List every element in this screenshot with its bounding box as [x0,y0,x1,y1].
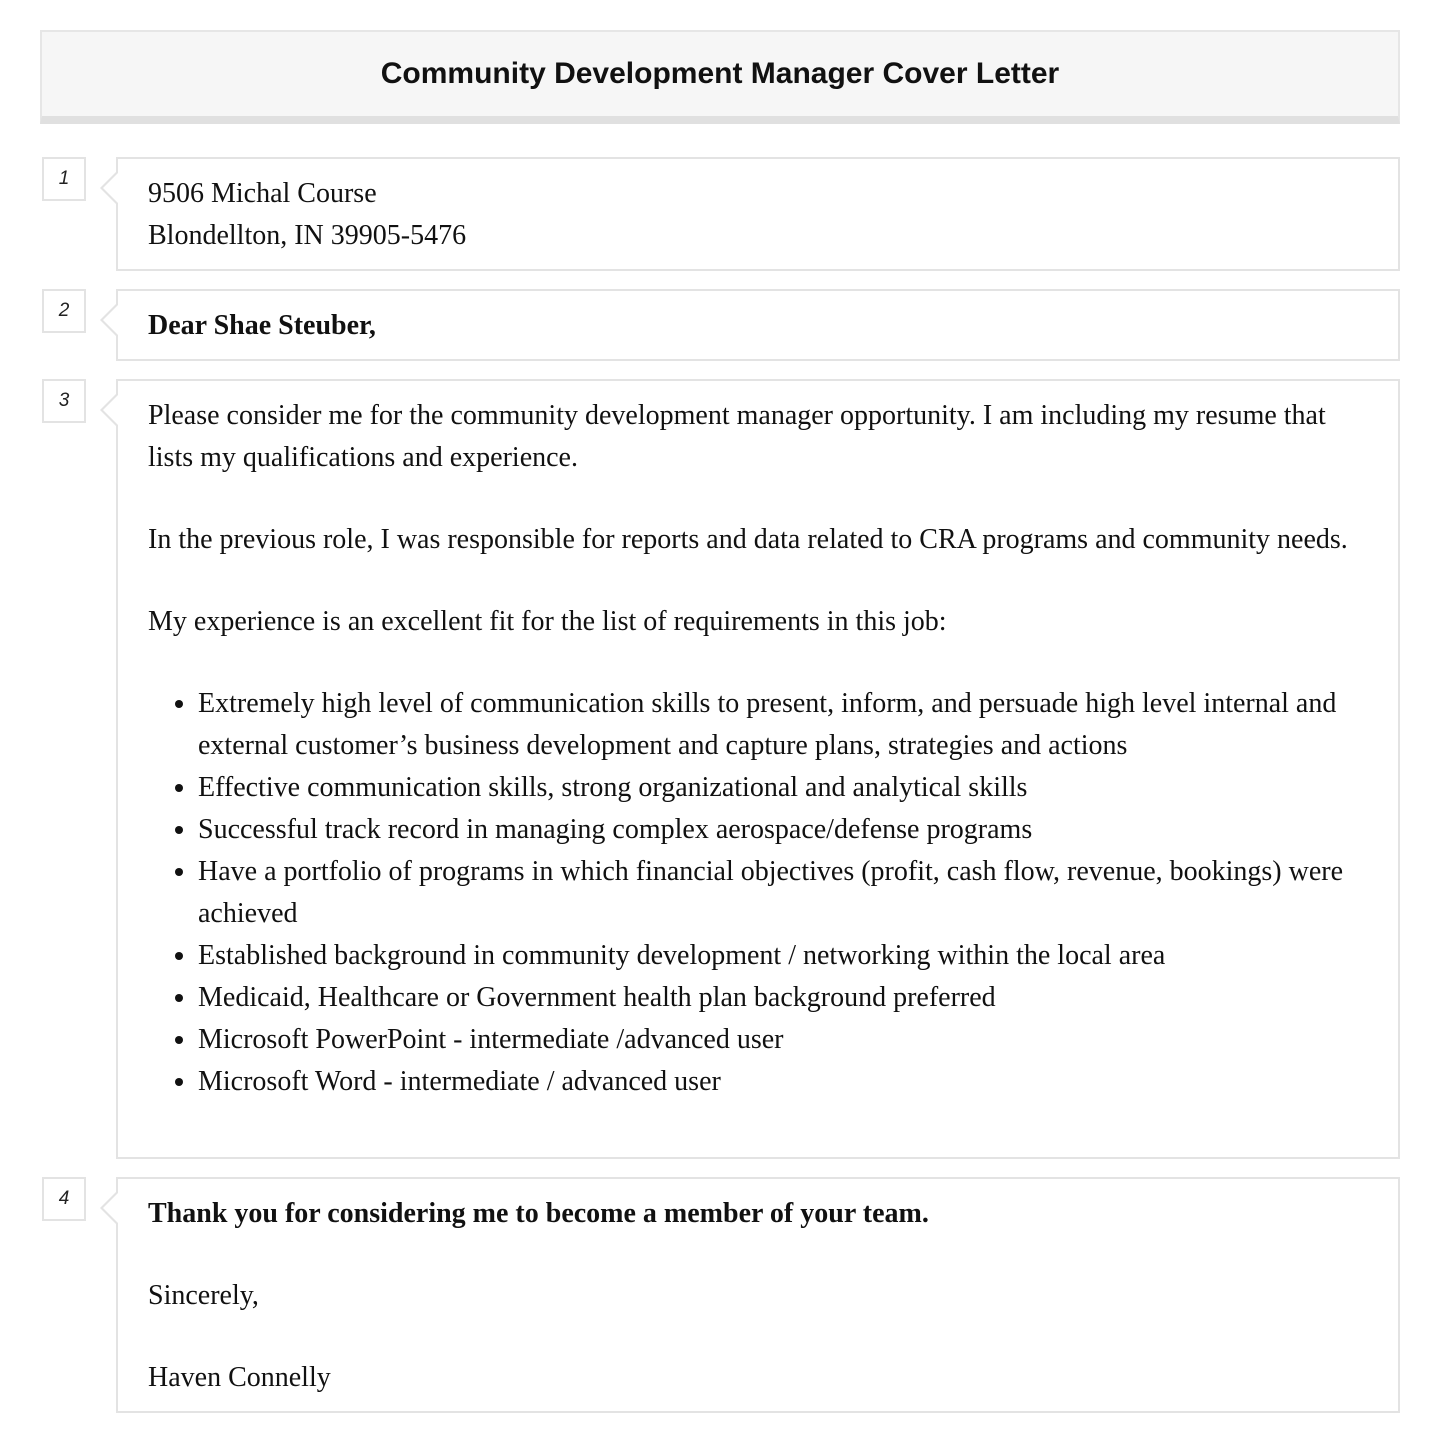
paragraph-gap [148,1235,1370,1275]
body-card [116,379,1400,1159]
fit-statement: My experience is an excellent fit for the list of requirements in this job: [148,606,947,637]
list-item: • Effective communication skills, strong organizational and analytical skills [198,767,1370,809]
thanks-statement: Thank you for considering me to become a member of your team. [148,1198,929,1229]
intro-paragraph: Please consider me for the community development manager opportunity. I am including my resume that lists my qualifications and experience. [148,400,1326,473]
paragraph-gap [148,643,1370,683]
document-title-bar [40,30,1400,124]
paragraph-gap [148,1317,1370,1357]
previous-role-paragraph: In the previous role, I was responsible for reports and data related to CRA programs and community needs. [148,524,1348,555]
list-item: • Medicaid, Healthcare or Government health plan background preferred [198,977,1370,1019]
address-line-1: 9506 Michal Course [148,178,377,209]
list-item: • Established background in community development / networking within the local area [198,935,1370,977]
address-card [116,157,1400,271]
section-number-1: 1 [42,157,86,201]
section-number-2: 2 [42,289,86,333]
address-line-2: Blondellton, IN 39905-5476 [148,220,467,251]
signature-name: Haven Connelly [148,1362,331,1393]
closing-card [116,1177,1400,1413]
salutation: Dear Shae Steuber, [148,310,376,341]
list-item: • Extremely high level of communication skills to present, inform, and persuade high level internal and external customer’s business development and capture plans, strategies and actions [198,683,1370,767]
list-item: • Successful track record in managing complex aerospace/defense programs [198,809,1370,851]
section-number-4: 4 [42,1177,86,1221]
list-item: • Have a portfolio of programs in which financial objectives (profit, cash flow, revenue, bookings) were achieved [198,851,1370,935]
list-item: • Microsoft Word - intermediate / advanced user [198,1061,1370,1103]
section-number-3: 3 [42,379,86,423]
requirements-list [148,683,1370,1103]
paragraph-gap [148,561,1370,601]
closing-phrase: Sincerely, [148,1280,259,1311]
salutation-card [116,289,1400,361]
paragraph-gap [148,479,1370,519]
list-item: • Microsoft PowerPoint - intermediate /advanced user [198,1019,1370,1061]
document-title: Community Development Manager Cover Letter [380,57,1060,90]
